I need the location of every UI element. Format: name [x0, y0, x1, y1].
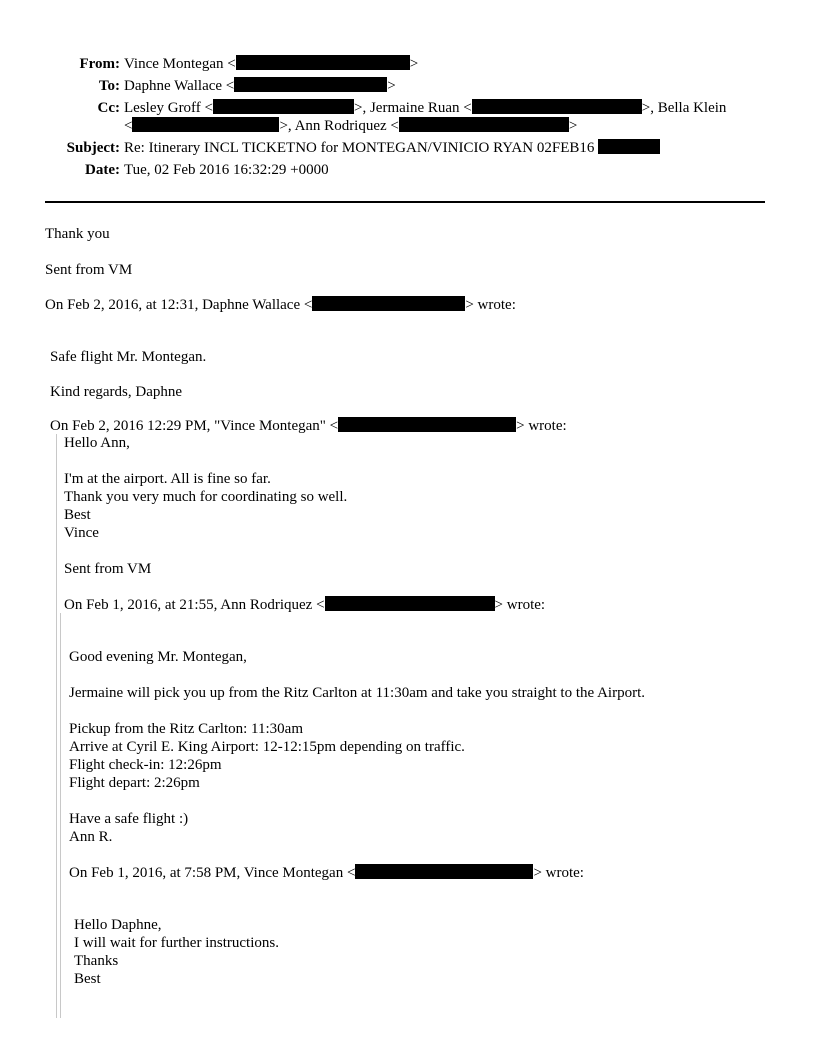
attribution-end: > wrote:	[516, 418, 567, 434]
subject-label: Subject:	[66, 140, 120, 156]
vince-line: Vince	[64, 525, 99, 541]
quote-bar-level-1	[56, 434, 57, 1018]
good-evening-line: Good evening Mr. Montegan,	[69, 649, 247, 665]
attribution-text: On Feb 1, 2016, at 7:58 PM, Vince Montegan <	[69, 865, 356, 881]
redaction-block	[213, 99, 354, 114]
thanks-line: Thanks	[74, 953, 119, 969]
attribution-text: On Feb 2, 2016 12:29 PM, "Vince Montegan" <	[50, 418, 339, 434]
redaction-block	[312, 296, 465, 311]
redaction-block	[234, 77, 387, 92]
subject-text: Re: Itinerary INCL TICKETNO for MONTEGAN/VINICIO RYAN 02FEB16	[124, 140, 595, 156]
to-end: >	[387, 78, 396, 94]
attribution-end: > wrote:	[494, 597, 546, 613]
attribution-end: > wrote:	[465, 297, 516, 313]
cc-jermaine: >, Jermaine Ruan <	[354, 100, 472, 116]
redaction-block	[236, 55, 410, 70]
quote-bar-level-2	[60, 613, 61, 1018]
attribution-text: On Feb 1, 2016, at 21:55, Ann Rodriquez <	[64, 597, 325, 613]
ann-signature: Ann R.	[69, 829, 113, 845]
kind-regards-line: Kind regards, Daphne	[50, 384, 183, 400]
signature-sent-from-2: Sent from VM	[64, 561, 152, 577]
thank-you: Thank you	[45, 226, 110, 242]
to-name: Daphne Wallace <	[124, 78, 235, 94]
redaction-block	[338, 417, 516, 432]
arrive-line: Arrive at Cyril E. King Airport: 12-12:15pm depending on traffic.	[69, 739, 465, 755]
redaction-block	[598, 139, 660, 154]
cc-lesley: Lesley Groff <	[124, 100, 213, 116]
thanks-coordinating-line: Thank you very much for coordinating so well.	[64, 489, 348, 505]
depart-line: Flight depart: 2:26pm	[69, 775, 200, 791]
attribution-end: > wrote:	[533, 865, 584, 881]
redaction-block	[399, 117, 569, 132]
quote-attribution-1	[45, 296, 516, 314]
airport-line: I'm at the airport. All is fine so far.	[64, 471, 271, 487]
cc-value-line1	[124, 99, 726, 117]
from-value	[124, 55, 418, 73]
wait-line: I will wait for further instructions.	[74, 935, 279, 951]
attribution-text: On Feb 2, 2016, at 12:31, Daphne Wallace <	[45, 297, 313, 313]
pickup-time-line: Pickup from the Ritz Carlton: 11:30am	[69, 721, 303, 737]
date-label: Date:	[85, 162, 120, 178]
best-line-1: Best	[64, 507, 91, 523]
cc-ann: >, Ann Rodriquez <	[279, 118, 399, 134]
to-label: To:	[98, 78, 120, 94]
cc-label: Cc:	[97, 100, 120, 116]
best-line-2: Best	[74, 971, 101, 987]
checkin-line: Flight check-in: 12:26pm	[69, 757, 222, 773]
from-label: From:	[79, 56, 120, 72]
hello-daphne-line: Hello Daphne,	[74, 917, 162, 933]
hello-ann: Hello Ann,	[64, 435, 130, 451]
cc-value-line2	[124, 117, 577, 135]
subject-value	[124, 139, 660, 157]
header-divider	[45, 201, 765, 203]
cc-bracket: <	[124, 118, 133, 134]
redaction-block	[132, 117, 279, 132]
cc-bella: >, Bella Klein	[641, 100, 727, 116]
safe-flight-2-line: Have a safe flight :)	[69, 811, 189, 827]
from-name: Vince Montegan <	[124, 56, 236, 72]
redaction-block	[325, 596, 495, 611]
quote-attribution-4	[69, 864, 584, 882]
quote-attribution-3	[64, 596, 545, 614]
quote-attribution-2	[50, 417, 567, 435]
safe-flight-line: Safe flight Mr. Montegan.	[50, 349, 207, 365]
redaction-block	[472, 99, 642, 114]
date-value: Tue, 02 Feb 2016 16:32:29 +0000	[124, 162, 329, 178]
signature-sent-from: Sent from VM	[45, 262, 133, 278]
pickup-info-line: Jermaine will pick you up from the Ritz Carlton at 11:30am and take you straight to the Airport.	[69, 685, 645, 701]
from-end: >	[409, 56, 419, 72]
redaction-block	[355, 864, 533, 879]
cc-end: >	[568, 118, 578, 134]
to-value	[124, 77, 396, 95]
